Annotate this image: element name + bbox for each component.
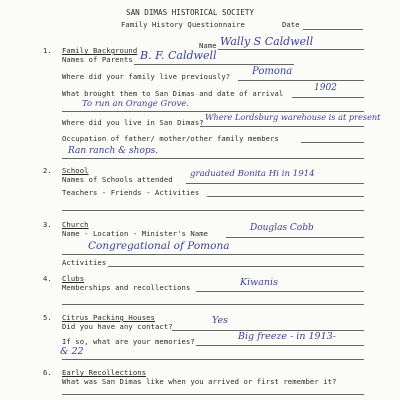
schools-label: Names of Schools attended	[62, 175, 173, 184]
minister-value: Douglas Cobb	[250, 223, 314, 233]
name-line	[218, 49, 364, 50]
church-label: Name - Location - Minister's Name	[62, 229, 209, 238]
teachers-label: Teachers - Friends - Activities	[62, 188, 200, 197]
arrival-label: What brought them to San Dimas and date of arrival	[62, 89, 284, 98]
church-value: Congregational of Pomona	[88, 240, 230, 252]
memories-label: If so, what are your memories?	[62, 337, 195, 346]
section-1-heading: Family Background	[62, 46, 138, 55]
contact-label: Did you have any contact?	[62, 322, 173, 331]
section-3-heading: Church	[62, 220, 89, 229]
teachers-line-2	[62, 210, 364, 211]
lived-label: Where did you live in San Dimas?	[62, 118, 204, 127]
lived-line	[200, 126, 364, 127]
arrival-year: 1902	[314, 83, 337, 93]
section-2-heading: School	[62, 166, 89, 175]
section-1-number: 1.	[43, 46, 52, 55]
memberships-line-1	[196, 291, 364, 292]
section-6-number: 6.	[43, 368, 52, 377]
name-label: Name	[199, 41, 217, 50]
schools-line	[186, 183, 364, 184]
date-line	[303, 29, 363, 30]
memberships-line-2	[62, 304, 364, 305]
lived-value: Where Lordsburg warehouse is at present	[205, 112, 381, 122]
arrival-line	[292, 97, 364, 98]
section-4-number: 4.	[43, 274, 52, 283]
section-5-number: 5.	[43, 313, 52, 322]
name-value: Wally S Caldwell	[220, 35, 314, 48]
church-activities-line	[108, 266, 364, 267]
occupation-label: Occupation of father/ mother/other family members	[62, 134, 279, 143]
previous-residence-value: Pomona	[252, 66, 293, 77]
parents-value: B. F. Caldwell	[140, 49, 217, 62]
memberships-label: Memberships and recollections	[62, 283, 191, 292]
section-3-number: 3.	[43, 220, 52, 229]
recollections-line	[62, 394, 364, 395]
occupation-line-1	[301, 142, 364, 143]
memories-line-1	[196, 345, 364, 346]
memories-line-2	[62, 359, 364, 360]
church-line-1	[226, 237, 364, 238]
occupation-line-2	[62, 158, 364, 159]
schools-value: graduated Bonita Hi in 1914	[190, 169, 315, 179]
memories-value: Big freeze - in 1913-	[238, 331, 336, 342]
society-title: SAN DIMAS HISTORICAL SOCIETY	[126, 8, 255, 17]
teachers-line-1	[207, 196, 364, 197]
church-line-2	[62, 254, 364, 255]
section-6-heading: Early Recollections	[62, 368, 147, 377]
parents-label: Names of Parents	[62, 55, 133, 64]
recollections-question: What was San Dimas like when you arrived or first remember it?	[62, 377, 337, 386]
date-label: Date	[282, 20, 300, 29]
section-2-number: 2.	[43, 166, 52, 175]
arrival-reason: To run an Orange Grove.	[82, 99, 190, 109]
occupation-value: Ran ranch & shops.	[68, 146, 159, 156]
church-activities-label: Activities	[62, 258, 107, 267]
previous-residence-line	[238, 80, 364, 81]
parents-line	[134, 64, 294, 65]
form-title: Family History Questionnaire	[121, 20, 245, 29]
previous-residence-label: Where did your family live previously?	[62, 72, 231, 81]
contact-value: Yes	[212, 315, 228, 326]
section-4-heading: Clubs	[62, 274, 85, 283]
memberships-value: Kiwanis	[240, 277, 278, 288]
memories-value-continued: & 22	[60, 346, 84, 357]
section-5-heading: Citrus Packing Houses	[62, 313, 155, 322]
